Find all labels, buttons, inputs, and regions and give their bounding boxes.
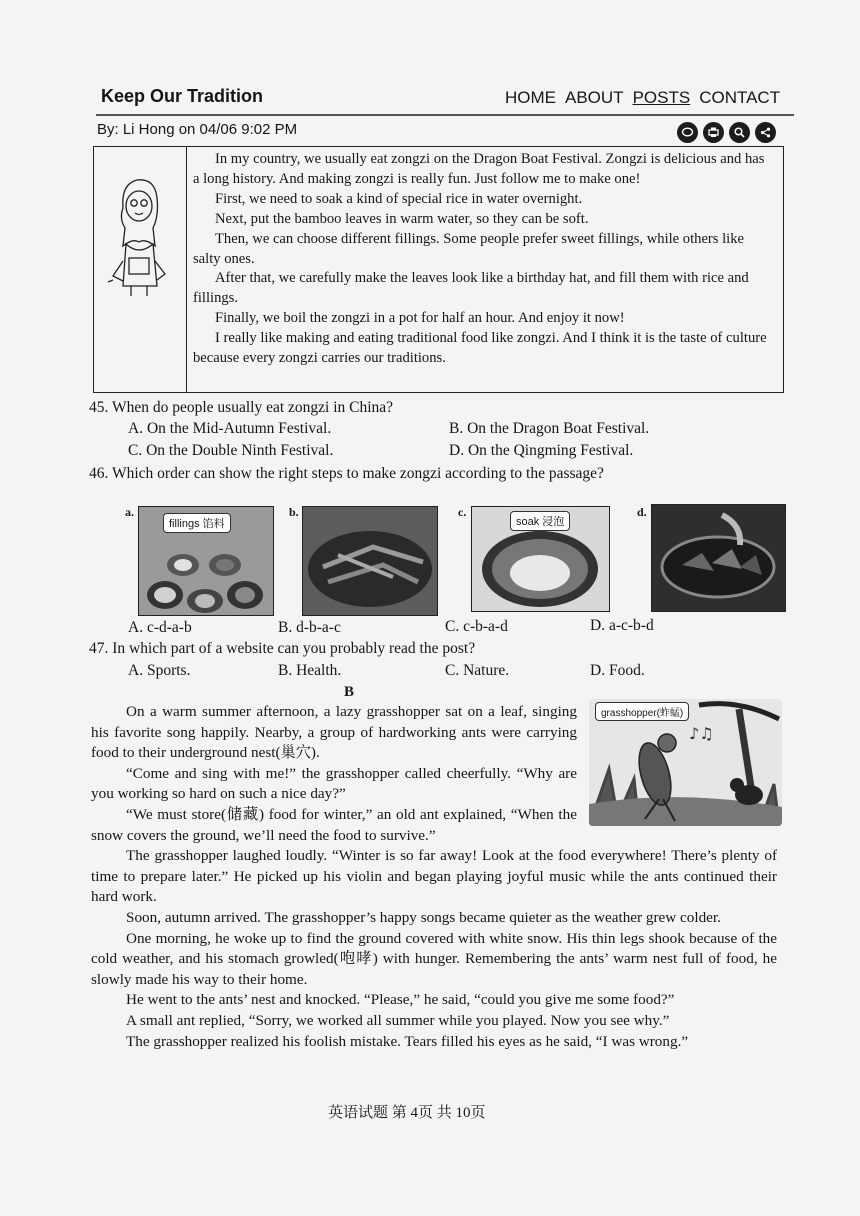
section-heading: B	[344, 684, 355, 700]
picture-c-soak-rice	[471, 506, 610, 612]
picture-letter-a: a.	[125, 505, 134, 519]
story-paragraph: He went to the ants’ nest and knocked. “Please,” he said, “could you give me some food?”	[126, 991, 675, 1009]
story-paragraph: The grasshopper laughed loudly. “Winter is so far away! Look at the food everywhere! There’s plenty of time to prepare later.” He picked up his violin and began playing joyful music while the ants continued their hard work.	[91, 847, 777, 906]
story-paragraph: On a warm summer afternoon, a lazy grasshopper sat on a leaf, singing his favorite song happily. Nearby, a group of hardworking ants were carrying food to their underground nest(巢穴).	[91, 703, 577, 762]
story-paragraph: The grasshopper realized his foolish mistake. Tears filled his eyes as he said, “I was wrong.”	[126, 1032, 689, 1050]
grasshopper-tag: grasshopper(蚱蜢)	[595, 702, 689, 721]
story-paragraph: Soon, autumn arrived. The grasshopper’s happy songs became quieter as the weather grew colder.	[126, 908, 721, 926]
post-paragraph: In my country, we usually eat zongzi on the Dragon Boat Festival. Zongzi is delicious and has a long history. And making zongzi is really fun. Just follow me to make one!	[193, 151, 765, 187]
page-footer: 英语试题 第 4页 共 10页	[328, 1105, 486, 1121]
q47-option-c[interactable]: C. Nature.	[445, 662, 510, 679]
svg-text:♪♫: ♪♫	[689, 724, 714, 743]
q46-option-a[interactable]: A. c-d-a-b	[128, 619, 192, 636]
q45-option-b[interactable]: B. On the Dragon Boat Festival.	[449, 420, 650, 437]
q47-option-d[interactable]: D. Food.	[590, 662, 645, 679]
header-divider	[96, 114, 794, 116]
picture-b-bamboo-leaves	[302, 506, 438, 616]
blog-title: Keep Our Tradition	[101, 86, 264, 106]
q47-option-b[interactable]: B. Health.	[278, 662, 342, 679]
q45-option-a[interactable]: A. On the Mid-Autumn Festival.	[128, 420, 332, 437]
post-paragraph: Finally, we boil the zongzi in a pot for half an hour. And enjoy it now!	[215, 310, 625, 327]
nav-home[interactable]: HOME	[505, 88, 556, 107]
picture-a-tag: fillings 馅料	[163, 513, 231, 533]
story-paragraph: One morning, he woke up to find the ground covered with white snow. His thin legs shook because of the cold weather, and his stomach growled(咆哮) with hunger. Remembering the ants’ warm nest full of food, he slowly made his way to their home.	[91, 929, 777, 988]
q47-option-a[interactable]: A. Sports.	[128, 662, 191, 679]
picture-letter-c: c.	[458, 505, 467, 519]
story-paragraph: A small ant replied, “Sorry, we worked all summer while you played. Now you see why.”	[126, 1011, 670, 1029]
print-icon[interactable]	[703, 122, 724, 143]
story-text	[91, 702, 777, 1052]
story-paragraph: “We must store(储藏) food for winter,” an old ant explained, “When the snow covers the ground, we’ll need the food to survive.”	[91, 805, 577, 844]
girl-illustration-icon	[93, 146, 183, 391]
nav-contact[interactable]: CONTACT	[699, 88, 781, 107]
picture-letter-b: b.	[289, 505, 299, 519]
share-icon[interactable]	[755, 122, 776, 143]
share-icons	[677, 122, 776, 143]
search-icon[interactable]	[729, 122, 750, 143]
nav-about[interactable]: ABOUT	[565, 88, 624, 107]
q46-option-c[interactable]: C. c-b-a-d	[445, 618, 508, 635]
message-icon[interactable]	[677, 122, 698, 143]
question-46: 46. Which order can show the right steps to make zongzi according to the passage?	[89, 465, 604, 482]
post-paragraph: After that, we carefully make the leaves look like a birthday hat, and fill them with rice and fillings.	[193, 270, 749, 307]
q46-option-d[interactable]: D. a-c-b-d	[590, 617, 654, 634]
question-47: 47. In which part of a website can you probably read the post?	[89, 640, 476, 657]
post-paragraph: Next, put the bamboo leaves in warm water, so they can be soft.	[215, 210, 589, 227]
author-avatar	[93, 146, 187, 393]
q45-option-c[interactable]: C. On the Double Ninth Festival.	[128, 442, 334, 459]
post-paragraph: First, we need to soak a kind of special rice in water overnight.	[215, 190, 583, 207]
q45-option-d[interactable]: D. On the Qingming Festival.	[449, 442, 634, 459]
question-45: 45. When do people usually eat zongzi in China?	[89, 399, 394, 416]
nav-bar	[505, 88, 780, 108]
picture-d-boiling-pot	[651, 504, 786, 612]
picture-letter-d: d.	[637, 505, 647, 519]
story-paragraph: “Come and sing with me!” the grasshopper called cheerfully. “Why are you working so hard on such a nice day?”	[91, 764, 577, 803]
post-paragraph: Then, we can choose different fillings. Some people prefer sweet fillings, while others like salty ones.	[193, 230, 745, 267]
byline: By: Li Hong on 04/06 9:02 PM	[97, 121, 298, 138]
picture-a-fillings	[138, 506, 274, 616]
nav-posts[interactable]: POSTS	[632, 88, 691, 107]
q46-option-b[interactable]: B. d-b-a-c	[278, 619, 341, 636]
picture-c-tag: soak 浸泡	[510, 511, 570, 531]
post-paragraph: I really like making and eating traditional food like zongzi. And I think it is the taste of culture because every zongzi carries our traditions.	[193, 330, 767, 367]
post-body	[193, 150, 771, 369]
